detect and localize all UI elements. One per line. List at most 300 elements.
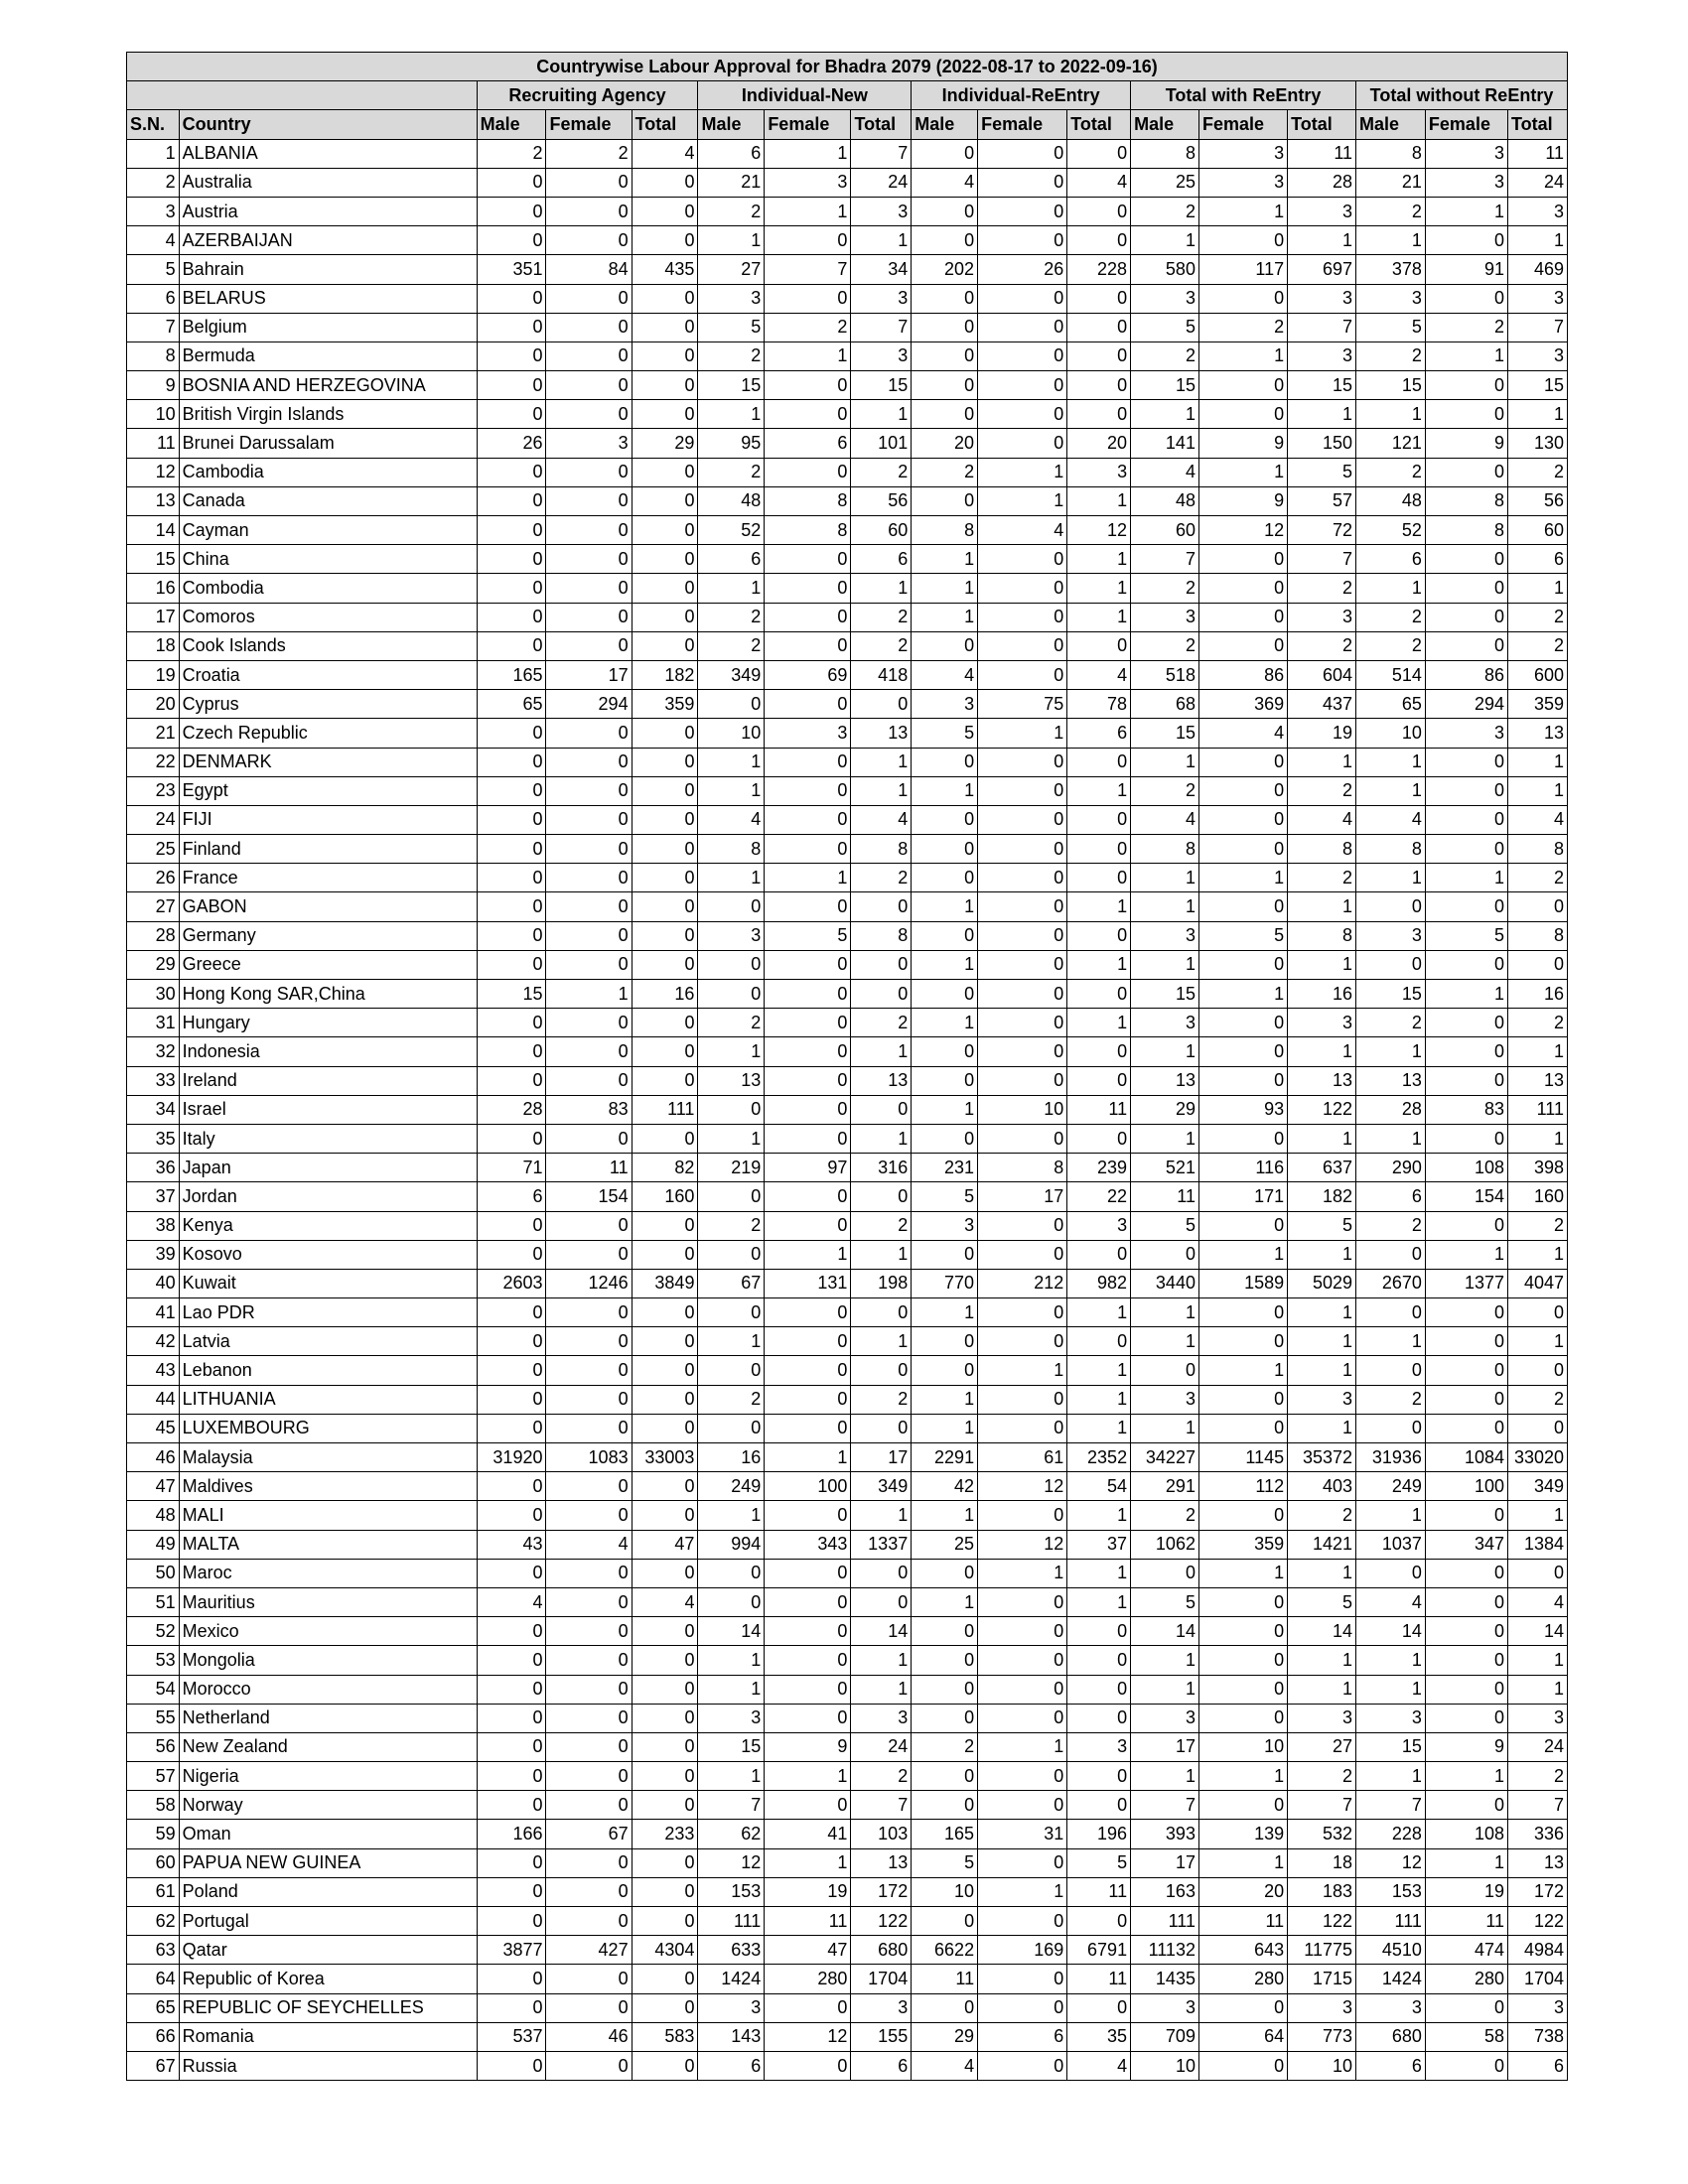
column-header: Total [851,110,912,139]
value-cell: 0 [978,1993,1067,2022]
value-cell: 427 [546,1936,632,1965]
value-cell: 0 [546,1993,632,2022]
country-cell: Australia [179,168,477,197]
value-cell: 0 [1356,1356,1426,1385]
column-header: Country [179,110,477,139]
value-cell: 21 [698,168,765,197]
value-cell: 141 [1131,429,1199,458]
value-cell: 233 [632,1820,698,1848]
value-cell: 3 [1508,284,1568,313]
value-cell: 604 [1288,660,1356,689]
value-cell: 0 [1067,341,1131,370]
value-cell: 0 [912,1993,978,2022]
value-cell: 514 [1356,660,1426,689]
country-cell: Hungary [179,1009,477,1037]
value-cell: 7 [1131,1791,1199,1820]
value-cell: 1 [1288,1646,1356,1675]
value-cell: 9 [1425,429,1507,458]
value-cell: 0 [1198,2051,1287,2080]
value-cell: 0 [1131,1240,1199,1269]
value-cell: 0 [546,313,632,341]
value-cell: 5 [1288,458,1356,486]
value-cell: 2 [1131,574,1199,603]
value-cell: 0 [546,1472,632,1501]
serial-number-cell: 66 [127,2022,180,2051]
value-cell: 0 [477,226,546,255]
value-cell: 1 [765,1443,851,1472]
value-cell: 1 [851,1501,912,1530]
value-cell: 1 [1508,1037,1568,1066]
value-cell: 1 [1356,748,1426,776]
value-cell: 1 [1508,1675,1568,1704]
value-cell: 198 [851,1269,912,1297]
value-cell: 1 [912,950,978,979]
value-cell: 0 [978,950,1067,979]
country-cell: MALTA [179,1530,477,1559]
value-cell: 0 [912,1646,978,1675]
value-cell: 1 [698,574,765,603]
value-cell: 1 [1067,603,1131,631]
value-cell: 6 [851,545,912,574]
value-cell: 0 [632,226,698,255]
value-cell: 0 [546,1762,632,1791]
value-cell: 3 [851,1704,912,1732]
value-cell: 48 [1131,486,1199,515]
country-cell: AZERBAIJAN [179,226,477,255]
value-cell: 8 [1508,835,1568,864]
value-cell: 3 [851,1993,912,2022]
value-cell: 2670 [1356,1269,1426,1297]
value-cell: 15 [851,371,912,400]
value-cell: 0 [851,1298,912,1327]
value-cell: 0 [978,341,1067,370]
value-cell: 2 [851,458,912,486]
value-cell: 196 [1067,1820,1131,1848]
value-cell: 12 [765,2022,851,2051]
value-cell: 15 [1131,980,1199,1009]
value-cell: 0 [978,1587,1067,1616]
value-cell: 0 [546,1327,632,1356]
column-header: Male [912,110,978,139]
value-cell: 1 [765,1848,851,1877]
value-cell: 0 [1425,776,1507,805]
value-cell: 2603 [477,1269,546,1297]
value-cell: 153 [1356,1877,1426,1906]
value-cell: 0 [632,2051,698,2080]
value-cell: 0 [477,1675,546,1704]
value-cell: 1 [851,1675,912,1704]
value-cell: 0 [698,1240,765,1269]
table-row [127,980,1568,1009]
value-cell: 0 [477,516,546,545]
value-cell: 0 [632,1907,698,1936]
value-cell: 3 [1288,603,1356,631]
value-cell: 11 [1508,139,1568,168]
value-cell: 680 [851,1936,912,1965]
value-cell: 11 [1067,1965,1131,1993]
value-cell: 1704 [1508,1965,1568,1993]
value-cell: 0 [632,1848,698,1877]
table-row [127,1936,1568,1965]
value-cell: 0 [978,2051,1067,2080]
value-cell: 0 [765,980,851,1009]
value-cell: 0 [546,1298,632,1327]
value-cell: 0 [1425,1009,1507,1037]
serial-number-cell: 24 [127,805,180,834]
value-cell: 0 [912,1356,978,1385]
value-cell: 0 [1198,1009,1287,1037]
table-row [127,1530,1568,1559]
value-cell: 0 [912,486,978,515]
value-cell: 1 [912,776,978,805]
value-cell: 0 [912,1762,978,1791]
value-cell: 0 [1067,1327,1131,1356]
value-cell: 14 [851,1617,912,1646]
table-row [127,1443,1568,1472]
value-cell: 418 [851,660,912,689]
value-cell: 1 [1131,226,1199,255]
value-cell: 3849 [632,1269,698,1297]
value-cell: 0 [978,1791,1067,1820]
value-cell: 0 [765,1587,851,1616]
value-cell: 0 [978,1385,1067,1414]
value-cell: 0 [632,197,698,225]
value-cell: 1 [546,980,632,1009]
value-cell: 11 [765,1907,851,1936]
value-cell: 0 [477,892,546,921]
table-row [127,1240,1568,1269]
value-cell: 0 [632,516,698,545]
value-cell: 0 [546,284,632,313]
value-cell: 0 [978,980,1067,1009]
value-cell: 0 [978,371,1067,400]
value-cell: 13 [851,1066,912,1095]
table-row [127,1587,1568,1616]
value-cell: 359 [1198,1530,1287,1559]
value-cell: 1 [1288,400,1356,429]
value-cell: 0 [1356,1559,1426,1587]
serial-number-cell: 12 [127,458,180,486]
value-cell: 0 [912,284,978,313]
value-cell: 1424 [1356,1965,1426,1993]
value-cell: 2 [1508,1211,1568,1240]
value-cell: 16 [1288,980,1356,1009]
value-cell: 26 [978,255,1067,284]
group-header-spacer [127,81,478,110]
labour-approval-table [126,52,1568,2081]
value-cell: 0 [978,892,1067,921]
value-cell: 398 [1508,1154,1568,1182]
value-cell: 2 [1288,1762,1356,1791]
value-cell: 1 [698,400,765,429]
value-cell: 280 [1198,1965,1287,1993]
value-cell: 15 [698,371,765,400]
value-cell: 0 [477,1037,546,1066]
country-cell: DENMARK [179,748,477,776]
value-cell: 0 [851,950,912,979]
value-cell: 7 [1288,313,1356,341]
value-cell: 0 [477,950,546,979]
value-cell: 1 [1425,864,1507,892]
value-cell: 0 [698,980,765,1009]
value-cell: 0 [851,1095,912,1124]
value-cell: 10 [978,1095,1067,1124]
value-cell: 359 [632,690,698,719]
country-cell: REPUBLIC OF SEYCHELLES [179,1993,477,2022]
value-cell: 0 [912,1704,978,1732]
value-cell: 0 [912,197,978,225]
value-cell: 0 [978,864,1067,892]
serial-number-cell: 29 [127,950,180,979]
value-cell: 1 [1067,1009,1131,1037]
value-cell: 1 [1356,1037,1426,1066]
value-cell: 228 [1067,255,1131,284]
value-cell: 0 [477,1848,546,1877]
value-cell: 0 [1131,1356,1199,1385]
value-cell: 1 [1356,226,1426,255]
value-cell: 5 [1288,1211,1356,1240]
country-cell: Mongolia [179,1646,477,1675]
serial-number-cell: 20 [127,690,180,719]
value-cell: 48 [1356,486,1426,515]
serial-number-cell: 13 [127,486,180,515]
value-cell: 1 [698,1646,765,1675]
value-cell: 580 [1131,255,1199,284]
value-cell: 3 [1131,603,1199,631]
value-cell: 0 [546,1732,632,1761]
value-cell: 122 [1288,1907,1356,1936]
value-cell: 8 [1425,516,1507,545]
value-cell: 14 [1356,1617,1426,1646]
value-cell: 3 [1131,921,1199,950]
country-cell: Greece [179,950,477,979]
country-cell: Belgium [179,313,477,341]
value-cell: 163 [1131,1877,1199,1906]
value-cell: 4 [912,660,978,689]
value-cell: 0 [1067,1907,1131,1936]
column-header: Male [1131,110,1199,139]
serial-number-cell: 48 [127,1501,180,1530]
value-cell: 0 [1067,1791,1131,1820]
value-cell: 0 [1198,1587,1287,1616]
value-cell: 21 [1356,168,1426,197]
value-cell: 0 [546,603,632,631]
serial-number-cell: 22 [127,748,180,776]
value-cell: 0 [477,1066,546,1095]
value-cell: 0 [477,545,546,574]
value-cell: 0 [546,1877,632,1906]
value-cell: 14 [1508,1617,1568,1646]
value-cell: 5 [912,719,978,748]
value-cell: 2 [1288,574,1356,603]
value-cell: 0 [851,1414,912,1442]
value-cell: 1 [765,1762,851,1791]
value-cell: 0 [851,690,912,719]
table-row [127,1009,1568,1037]
value-cell: 5 [1198,921,1287,950]
value-cell: 13 [1508,719,1568,748]
value-cell: 11 [1288,139,1356,168]
value-cell: 0 [546,1704,632,1732]
value-cell: 0 [978,1124,1067,1153]
value-cell: 8 [1131,835,1199,864]
value-cell: 1 [1508,748,1568,776]
value-cell: 16 [1508,980,1568,1009]
value-cell: 393 [1131,1820,1199,1848]
value-cell: 3 [1288,1009,1356,1037]
value-cell: 4 [632,139,698,168]
value-cell: 0 [1425,545,1507,574]
value-cell: 231 [912,1154,978,1182]
value-cell: 0 [632,1356,698,1385]
value-cell: 16 [632,980,698,1009]
value-cell: 1 [1356,1646,1426,1675]
serial-number-cell: 15 [127,545,180,574]
value-cell: 1 [1425,1240,1507,1269]
value-cell: 1 [1288,950,1356,979]
serial-number-cell: 54 [127,1675,180,1704]
value-cell: 25 [1131,168,1199,197]
value-cell: 1 [1508,574,1568,603]
value-cell: 0 [1425,892,1507,921]
value-cell: 2 [698,631,765,660]
value-cell: 316 [851,1154,912,1182]
value-cell: 0 [546,719,632,748]
value-cell: 2352 [1067,1443,1131,1472]
value-cell: 369 [1198,690,1287,719]
value-cell: 1 [1067,1385,1131,1414]
value-cell: 1062 [1131,1530,1199,1559]
value-cell: 0 [477,197,546,225]
value-cell: 0 [477,284,546,313]
value-cell: 0 [1067,1993,1131,2022]
value-cell: 0 [978,429,1067,458]
serial-number-cell: 43 [127,1356,180,1385]
table-row [127,1877,1568,1906]
value-cell: 0 [632,284,698,313]
value-cell: 0 [1067,748,1131,776]
serial-number-cell: 3 [127,197,180,225]
value-cell: 47 [632,1530,698,1559]
value-cell: 1337 [851,1530,912,1559]
value-cell: 4510 [1356,1936,1426,1965]
value-cell: 0 [546,1240,632,1269]
value-cell: 4 [1198,719,1287,748]
value-cell: 5 [1288,1587,1356,1616]
table-row [127,1732,1568,1761]
value-cell: 111 [1356,1907,1426,1936]
value-cell: 0 [912,1791,978,1820]
value-cell: 0 [1198,1037,1287,1066]
value-cell: 738 [1508,2022,1568,2051]
value-cell: 0 [1425,1211,1507,1240]
value-cell: 13 [851,1848,912,1877]
table-row [127,255,1568,284]
value-cell: 54 [1067,1472,1131,1501]
value-cell: 1 [912,1298,978,1327]
value-cell: 5 [912,1848,978,1877]
value-cell: 0 [546,2051,632,2080]
value-cell: 0 [546,1646,632,1675]
value-cell: 2291 [912,1443,978,1472]
value-cell: 33003 [632,1443,698,1472]
value-cell: 139 [1198,1820,1287,1848]
table-row [127,1965,1568,1993]
value-cell: 8 [1131,139,1199,168]
value-cell: 583 [632,2022,698,2051]
value-cell: 17 [851,1443,912,1472]
value-cell: 1 [1508,1240,1568,1269]
serial-number-cell: 47 [127,1472,180,1501]
table-row [127,892,1568,921]
country-cell: Mauritius [179,1587,477,1616]
value-cell: 5 [1067,1848,1131,1877]
value-cell: 1435 [1131,1965,1199,1993]
table-row [127,1848,1568,1877]
value-cell: 0 [632,805,698,834]
value-cell: 0 [1067,197,1131,225]
value-cell: 0 [978,1965,1067,1993]
value-cell: 3 [1425,139,1507,168]
value-cell: 7 [851,139,912,168]
value-cell: 0 [632,950,698,979]
value-cell: 0 [912,1907,978,1936]
value-cell: 0 [912,1327,978,1356]
value-cell: 6 [1356,1182,1426,1211]
table-body [127,139,1568,2081]
value-cell: 0 [477,371,546,400]
serial-number-cell: 58 [127,1791,180,1820]
value-cell: 2 [765,313,851,341]
value-cell: 4 [912,168,978,197]
country-cell: Japan [179,1154,477,1182]
serial-number-cell: 9 [127,371,180,400]
value-cell: 2 [1356,1009,1426,1037]
value-cell: 0 [1198,1298,1287,1327]
value-cell: 1 [1356,1124,1426,1153]
value-cell: 83 [546,1095,632,1124]
value-cell: 86 [1198,660,1287,689]
value-cell: 0 [1508,1298,1568,1327]
value-cell: 0 [1425,1066,1507,1095]
value-cell: 19 [765,1877,851,1906]
country-cell: Mexico [179,1617,477,1646]
value-cell: 709 [1131,2022,1199,2051]
value-cell: 0 [632,1472,698,1501]
value-cell: 5 [698,313,765,341]
group-recruiting-agency: Recruiting Agency [477,81,698,110]
serial-number-cell: 16 [127,574,180,603]
value-cell: 0 [851,1559,912,1587]
value-cell: 3 [1288,341,1356,370]
value-cell: 154 [1425,1182,1507,1211]
value-cell: 1424 [698,1965,765,1993]
country-cell: LITHUANIA [179,1385,477,1414]
value-cell: 0 [632,1385,698,1414]
value-cell: 2 [1288,864,1356,892]
value-cell: 27 [698,255,765,284]
value-cell: 0 [1425,1704,1507,1732]
country-cell: Cyprus [179,690,477,719]
value-cell: 0 [912,980,978,1009]
value-cell: 0 [1425,1791,1507,1820]
value-cell: 7 [1288,545,1356,574]
value-cell: 437 [1288,690,1356,719]
value-cell: 166 [477,1820,546,1848]
value-cell: 0 [546,168,632,197]
value-cell: 0 [851,1182,912,1211]
value-cell: 83 [1425,1095,1507,1124]
